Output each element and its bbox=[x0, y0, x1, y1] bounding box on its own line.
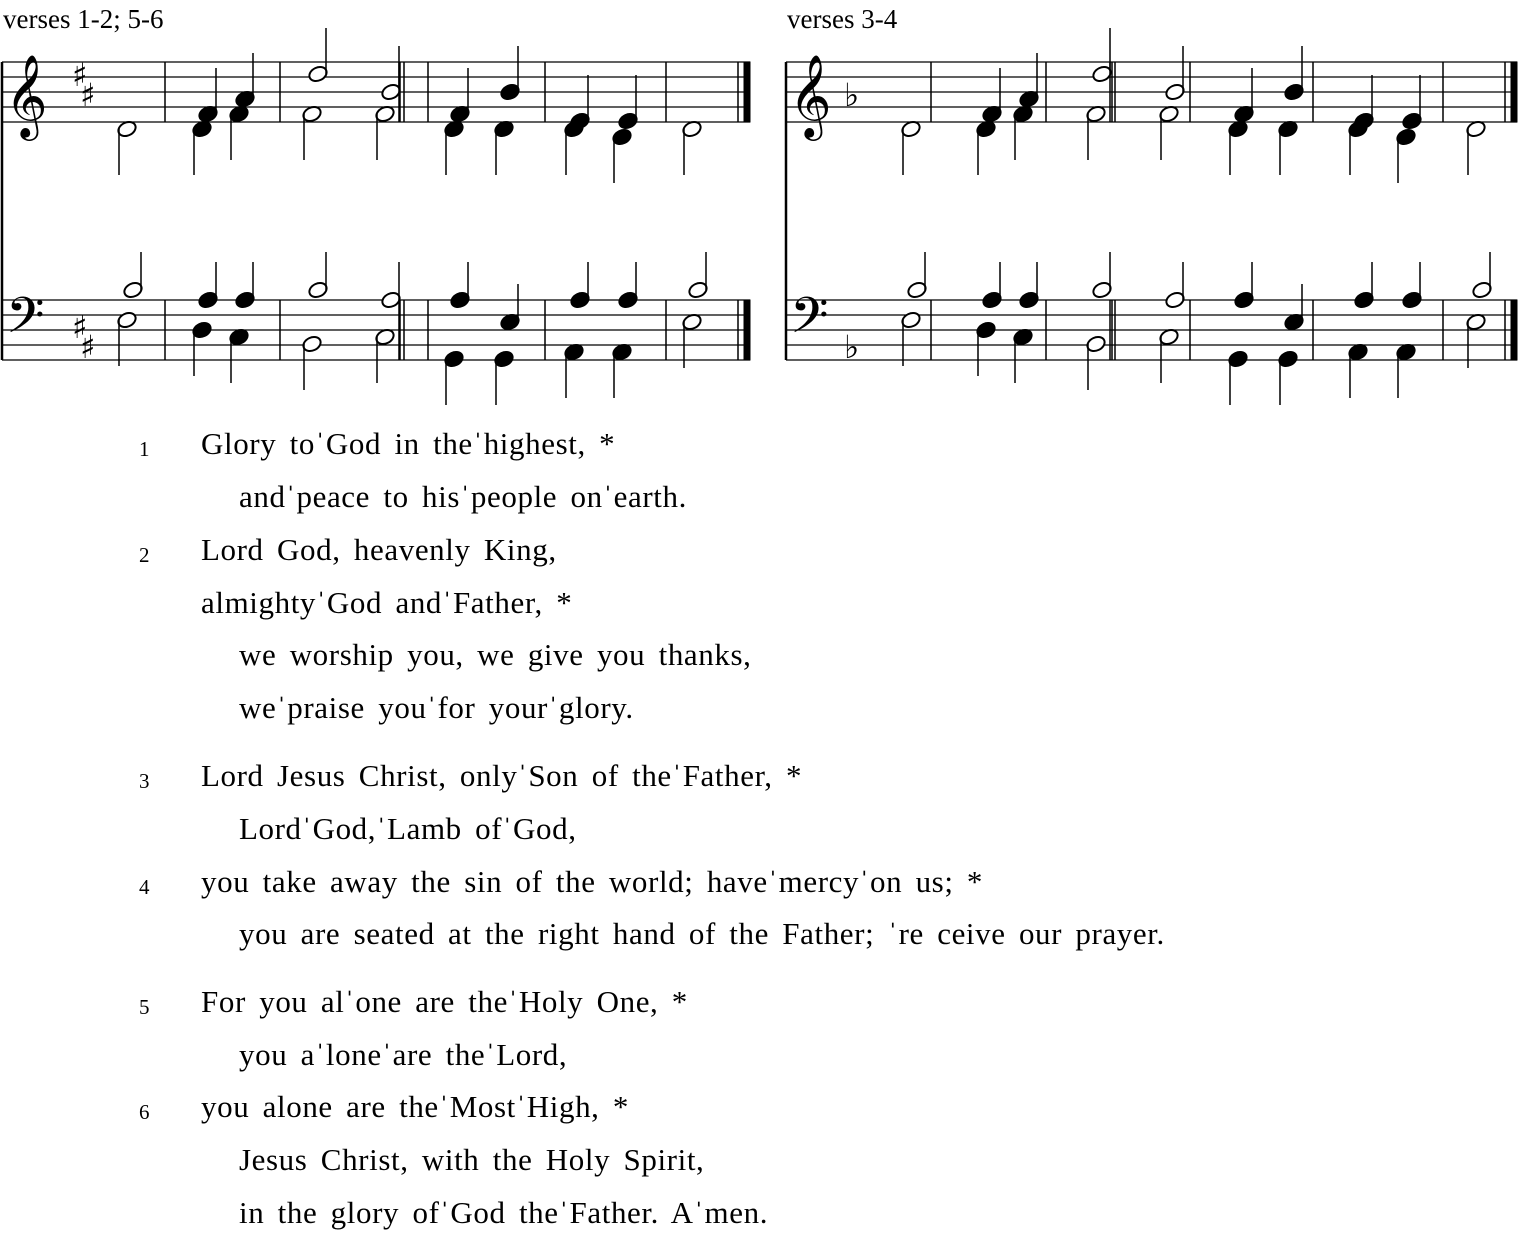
note bbox=[191, 119, 213, 175]
note bbox=[1283, 46, 1305, 102]
treble-clef-icon: 𝄞 bbox=[5, 53, 48, 137]
note bbox=[1471, 252, 1493, 300]
note bbox=[374, 104, 396, 160]
verse-line: andˈpeace to hisˈpeople onˈearth. bbox=[239, 479, 687, 514]
note bbox=[228, 104, 250, 160]
verse-line: you take away the sin of the world; haveˈmercyˈon us; * bbox=[201, 864, 984, 899]
note bbox=[301, 334, 323, 390]
note bbox=[569, 262, 591, 310]
note bbox=[611, 342, 633, 398]
flat-icon: ♭ bbox=[844, 76, 860, 114]
verse-line: almightyˈGod andˈFather, * bbox=[201, 585, 573, 620]
note bbox=[563, 119, 585, 175]
bass-clef-icon: 𝄢 bbox=[790, 287, 829, 357]
verse-number: 4 bbox=[139, 875, 150, 899]
verse-number: 6 bbox=[139, 1100, 150, 1124]
note bbox=[443, 349, 465, 405]
note bbox=[116, 310, 138, 366]
music-score bbox=[0, 0, 1519, 420]
note bbox=[906, 252, 928, 300]
note bbox=[1227, 119, 1249, 175]
note bbox=[1164, 46, 1186, 102]
verse-line: you aˈloneˈare theˈLord, bbox=[239, 1037, 568, 1072]
note bbox=[116, 119, 138, 175]
note bbox=[1227, 349, 1249, 405]
note bbox=[1353, 262, 1375, 310]
verse-number: 3 bbox=[139, 769, 150, 793]
sharp-icon: ♯ bbox=[80, 328, 96, 366]
note bbox=[191, 320, 213, 376]
note bbox=[1091, 28, 1113, 84]
note bbox=[611, 127, 633, 183]
final-bar-thick bbox=[1511, 62, 1517, 122]
verse-line: For you alˈone are theˈHoly One, * bbox=[201, 984, 688, 1019]
verse-line: Lord God, heavenly King, bbox=[201, 532, 557, 567]
note bbox=[1277, 349, 1299, 405]
final-bar-thick bbox=[744, 300, 750, 360]
sharp-icon: ♯ bbox=[80, 76, 96, 114]
note bbox=[493, 119, 515, 175]
note bbox=[687, 252, 709, 300]
verse-line: you are seated at the right hand of the Father; ˈre ceive our prayer. bbox=[239, 916, 1165, 951]
heading-verses-3-4: verses 3-4 bbox=[787, 4, 898, 34]
note bbox=[374, 327, 396, 383]
note bbox=[1233, 262, 1255, 310]
note bbox=[1401, 262, 1423, 310]
note bbox=[301, 104, 323, 160]
bass-clef-icon: 𝄢 bbox=[6, 287, 45, 357]
verse-line: Lord Jesus Christ, onlyˈSon of theˈFather, * bbox=[201, 758, 803, 793]
note bbox=[499, 284, 521, 332]
note bbox=[499, 46, 521, 102]
heading-verses-1-2-5-6: verses 1-2; 5-6 bbox=[3, 4, 164, 34]
note bbox=[681, 119, 703, 175]
note bbox=[228, 327, 250, 383]
sharp-icon: ♯ bbox=[72, 56, 88, 94]
verse-line: LordˈGod,ˈLamb ofˈGod, bbox=[239, 811, 577, 846]
verse-line: Glory toˈGod in theˈhighest, * bbox=[201, 426, 616, 461]
note bbox=[1277, 119, 1299, 175]
note bbox=[443, 119, 465, 175]
note bbox=[900, 119, 922, 175]
note bbox=[1283, 284, 1305, 332]
note bbox=[975, 119, 997, 175]
note bbox=[449, 262, 471, 310]
note bbox=[1158, 327, 1180, 383]
note bbox=[1091, 252, 1113, 300]
note bbox=[197, 262, 219, 310]
note bbox=[1085, 334, 1107, 390]
note bbox=[1347, 342, 1369, 398]
note bbox=[1085, 104, 1107, 160]
note bbox=[1012, 327, 1034, 383]
note bbox=[563, 342, 585, 398]
note bbox=[1395, 127, 1417, 183]
note bbox=[981, 262, 1003, 310]
verse-line: we worship you, we give you thanks, bbox=[239, 637, 752, 672]
note bbox=[234, 262, 256, 310]
verse-number: 2 bbox=[139, 543, 150, 567]
treble-clef-icon: 𝄞 bbox=[789, 53, 832, 137]
note bbox=[1158, 104, 1180, 160]
note bbox=[617, 75, 639, 131]
verse-line: you alone are theˈMostˈHigh, * bbox=[201, 1089, 629, 1124]
note bbox=[380, 262, 402, 310]
note bbox=[975, 320, 997, 376]
note bbox=[380, 46, 402, 102]
note bbox=[122, 252, 144, 300]
final-bar-thick bbox=[744, 62, 750, 122]
note bbox=[617, 262, 639, 310]
flat-icon: ♭ bbox=[844, 328, 860, 366]
note bbox=[307, 28, 329, 84]
verse-number: 5 bbox=[139, 995, 150, 1019]
note bbox=[307, 252, 329, 300]
note bbox=[1347, 119, 1369, 175]
sharp-icon: ♯ bbox=[72, 308, 88, 346]
note bbox=[1395, 342, 1417, 398]
verse-line: weˈpraise youˈfor yourˈglory. bbox=[239, 690, 634, 725]
note bbox=[1401, 75, 1423, 131]
verse-line: in the glory ofˈGod theˈFather. Aˈmen. bbox=[239, 1195, 769, 1230]
note bbox=[1018, 262, 1040, 310]
note bbox=[1465, 119, 1487, 175]
note bbox=[1164, 262, 1186, 310]
note bbox=[1012, 104, 1034, 160]
verse-number: 1 bbox=[139, 437, 150, 461]
final-bar-thick bbox=[1511, 300, 1517, 360]
verse-line: Jesus Christ, with the Holy Spirit, bbox=[239, 1142, 705, 1177]
note bbox=[900, 310, 922, 366]
note bbox=[493, 349, 515, 405]
